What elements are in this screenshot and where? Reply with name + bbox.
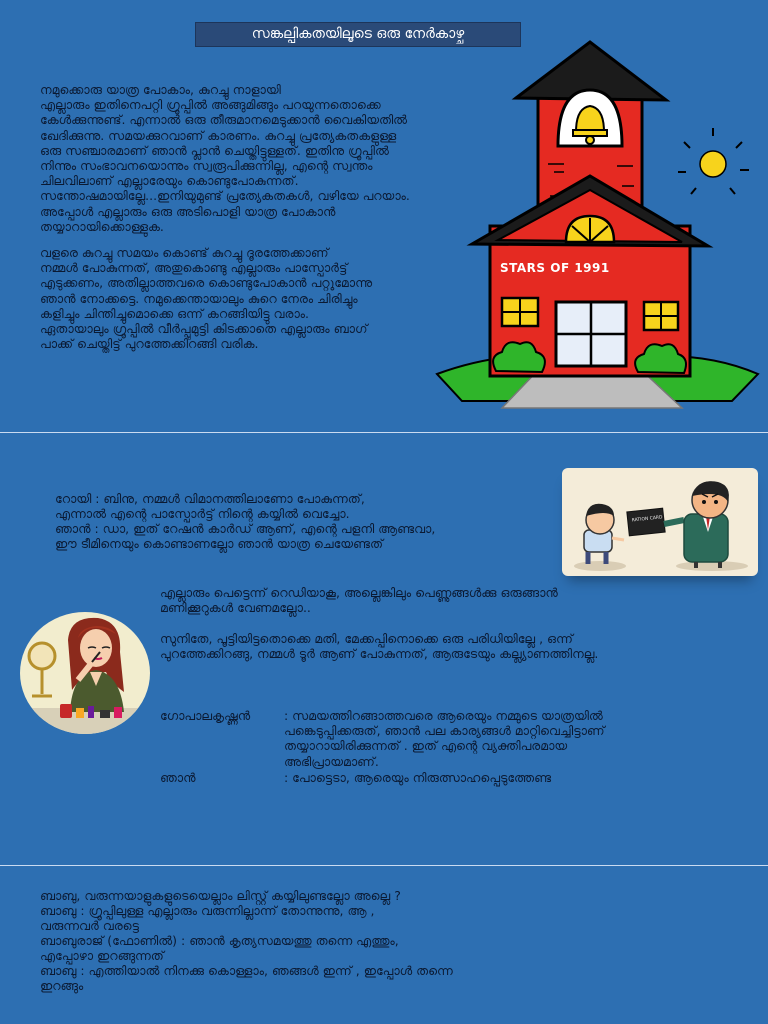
makeup-woman-illustration <box>20 612 150 734</box>
section-divider <box>0 432 768 433</box>
section-divider <box>0 865 768 866</box>
roy-dialog: റോയി : ബിനു, നമ്മൾ വിമാനത്തിലാണോ പോകുന്നത്, എന്നാൽ എന്റെ പാസ്പോർട്ട് നിന്റെ കയ്യിൽ വെച്ചോ. ഞാൻ : ഡാ, ഇത് റേഷൻ കാർഡ് ആണ്, എന്റെ പളനി ആണ്ടവാ, ഈ ടീമിനെയും കൊണ്ടാണല്ലോ ഞാൻ യാത്ര ചെയേണ്ടത് <box>55 491 436 551</box>
me-dialog <box>160 770 740 788</box>
gopalakrishnan-dialog <box>160 708 740 774</box>
me-speaker: ഞാൻ <box>160 770 196 785</box>
babu-dialog: ബാബു, വരുന്നയാളുകളുടെയെല്ലാം ലിസ്റ്റ് കയ്യിലുണ്ടല്ലോ അല്ലെ ? ബാബു : ഗ്രൂപ്പിലുള്ള എല്ലാരും വരുന്നില്ലാന്ന് തോന്നുന്നു, ആ , വരുന്നവർ വരട്ടെ ബാബുരാജ് (ഫോണിൽ) : ഞാൻ കൃത്യസമയത്തു തന്നെ എത്തും, എപ്പോഴാ ഇറങ്ങുന്നത് ബാബു : എത്തിയാൽ നിനക്കു കൊള്ളാം, ഞങ്ങൾ ഇന്ന് , ഇപ്പോൾ തന്നെ ഇറങ്ങും <box>40 888 453 993</box>
page-title: സങ്കല്പികതയിലൂടെ ഒരു നേർകാഴ്ച <box>195 22 521 47</box>
ration-card-label: RATION CARD <box>631 515 663 524</box>
ration-card-illustration <box>562 468 758 576</box>
sunitha-dialog: സുനിതേ, പൂട്ടിയിട്ടതൊക്കെ മതി, മേക്കപ്പിനൊക്കെ ഒരു പരിധിയില്ലേ , ഒന്ന് പുറത്തേക്കിറങ്ങു, നമ്മൾ ടൂർ ആണ് പോകുന്നത്, ആരുടേയും കല്ല്യാണത്തിനല്ല. <box>160 631 599 661</box>
gopalakrishnan-text: : സമയത്തിറങ്ങാത്തവരെ ആരെയും നമ്മുടെ യാത്രയിൽ പങ്കെടുപ്പിക്കരുത്, ഞാൻ പല കാര്യങ്ങൾ മാറ്റിവെച്ചിട്ടാണ് തയ്യാറായിരിക്കുന്നത് . ഇത് എന്റെ വ്യക്തിപരമായ അഭിപ്രായമാണ്. <box>284 708 605 769</box>
passport-paragraph: വളരെ കുറച്ചു സമയം കൊണ്ട് കുറച്ചു ദൂരത്തേക്കാണ് നമ്മൾ പോകുന്നത്, അതുകൊണ്ടു എല്ലാരും പാസ്പോർട്ട് എടുക്കണം, അതില്ലാത്തവരെ കൊണ്ടുപോകാൻ പറ്റുമോന്നു ഞാൻ നോക്കട്ടെ. നമുക്കെന്തായാലും കുറെ നേരം ചിരിച്ചും കളിച്ചും ചിന്തിച്ചുമൊക്കെ ഒന്ന് കറങ്ങിയിട്ടു വരാം. ഏതായാലും ഗ്രൂപ്പിൽ വീർപ്പുമുട്ടി കിടക്കാതെ എല്ലാരും ബാഗ് പാക്ക് ചെയ്തിട്ട് പുറത്തേക്കിറങ്ങി വരിക. <box>40 245 373 352</box>
intro-paragraph: നമുക്കൊരു യാത്ര പോകാം, കുറച്ചു നാളായി എല്ലാരും ഇതിനെപറ്റി ഗ്രൂപ്പിൽ അങ്ങുമിങ്ങും പറയുന്നതൊക്കെ കേൾക്കുന്നുണ്ട്. എന്നാൽ ഒരു തീരുമാനമെടുക്കാൻ വൈകിയതിൽ ഖേദിക്കുന്നു. സമയക്കുറവാണ് കാരണം. കുറച്ചു പ്രത്യേകതകളുള്ള ഒരു സഞ്ചാരമാണ് ഞാൻ പ്ലാൻ ചെയ്തിട്ടുള്ളത്. ഇതിനു ഗ്രൂപ്പിൽ നിന്നും സംഭാവനയൊന്നും സ്വരൂപിക്കുന്നില്ല, എന്റെ സ്വന്തം ചിലവിലാണ് എല്ലാരേയും കൊണ്ടുപോകുന്നത്. സന്തോഷമായില്ലേ...ഇനിയുമുണ്ട് പ്രത്യേകതകൾ, വഴിയേ പറയാം. അപ്പോൾ എല്ലാരും ഒരു അടിപൊളി യാത്ര പോകാൻ തയ്യാറായിക്കൊള്ളുക. <box>40 82 410 234</box>
school-sign: STARS OF 1991 <box>500 261 610 275</box>
school-house-illustration <box>432 36 762 414</box>
me-text: : പോട്ടെടാ, ആരെയും നിരുത്സാഹപ്പെടുത്തേണ്ട <box>284 770 552 785</box>
gopalakrishnan-speaker: ഗോപാലകൃഷ്ണൻ <box>160 708 251 723</box>
hurry-dialog: എല്ലാരും പെട്ടെന്ന് റെഡിയാകൂ, അല്ലെങ്കിലും പെണ്ണുങ്ങൾക്കു ഒരുങ്ങാൻ മണിക്കൂറുകൾ വേണമല്ലോ.. <box>160 585 558 615</box>
